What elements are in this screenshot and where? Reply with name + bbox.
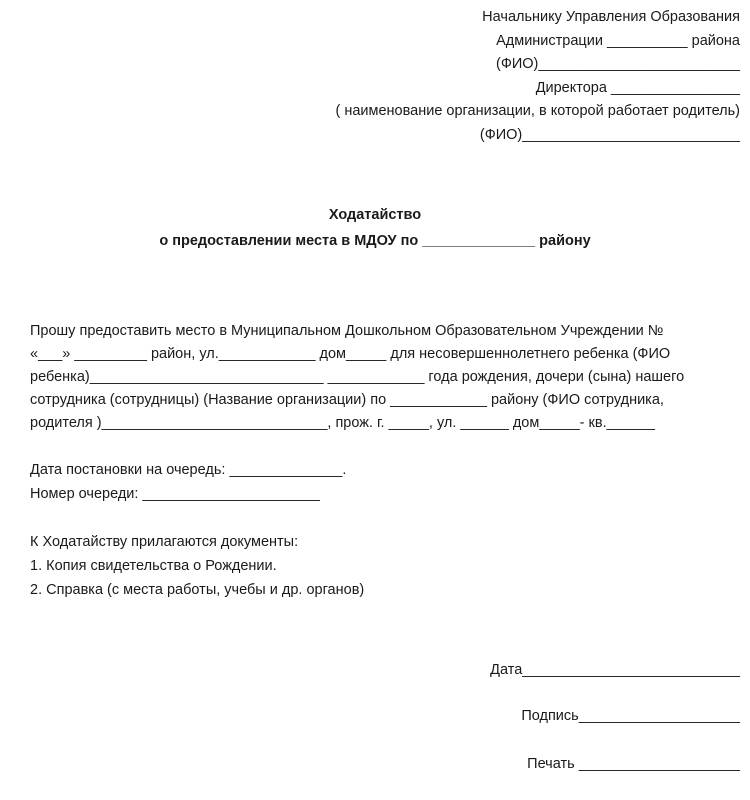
attached-document-item: 2. Справка (с места работы, учебы и др. органов) xyxy=(30,582,365,598)
document-title: Ходатайство xyxy=(328,207,422,223)
request-line-1: Прошу предоставить место в Муниципальном Дошкольном Образовательном Учреждении № xyxy=(30,323,664,339)
queue-date-line: Дата постановки на очередь: ______________. xyxy=(30,462,347,478)
addressee-line-director-fio: (ФИО)___________________________ xyxy=(479,126,740,143)
request-line-2: «___» _________ район, ул.____________ дом_____ для несовершеннолетнего ребенка (ФИО xyxy=(30,346,671,362)
request-line-4: сотрудника (сотрудницы) (Название организации) по ____________ району (ФИО сотрудника, xyxy=(30,392,664,408)
date-signature-line: Дата___________________________ xyxy=(490,662,740,678)
addressee-line-director: Директора ________________ xyxy=(535,79,740,96)
addressee-line-head: Начальнику Управления Образования xyxy=(482,9,740,25)
addressee-block xyxy=(335,6,740,147)
request-line-5: родителя )____________________________, прож. г. _____, ул. ______ дом_____- кв.______ xyxy=(30,415,655,431)
signature-line: Подпись____________________ xyxy=(521,708,740,724)
queue-number-line: Номер очереди: ______________________ xyxy=(30,486,320,502)
attached-documents xyxy=(30,530,364,602)
addressee-line-administration: Администрации __________ района xyxy=(496,32,740,49)
addressee-line-fio: (ФИО)_________________________ xyxy=(496,56,740,72)
attached-document-item: 1. Копия свидетельства о Рождении. xyxy=(30,558,277,574)
request-paragraph xyxy=(30,320,720,435)
request-line-3: ребенка)_____________________________ ____________ года рождения, дочери (сына) нашего xyxy=(30,369,685,385)
addressee-line-organization: ( наименование организации, в которой работает родитель) xyxy=(335,103,740,119)
queue-info xyxy=(30,458,346,506)
stamp-line: Печать ____________________ xyxy=(527,756,740,772)
attached-documents-heading: К Ходатайству прилагаются документы: xyxy=(30,534,299,550)
document-subtitle: о предоставлении места в МДОУ по ______________ району xyxy=(159,233,591,249)
